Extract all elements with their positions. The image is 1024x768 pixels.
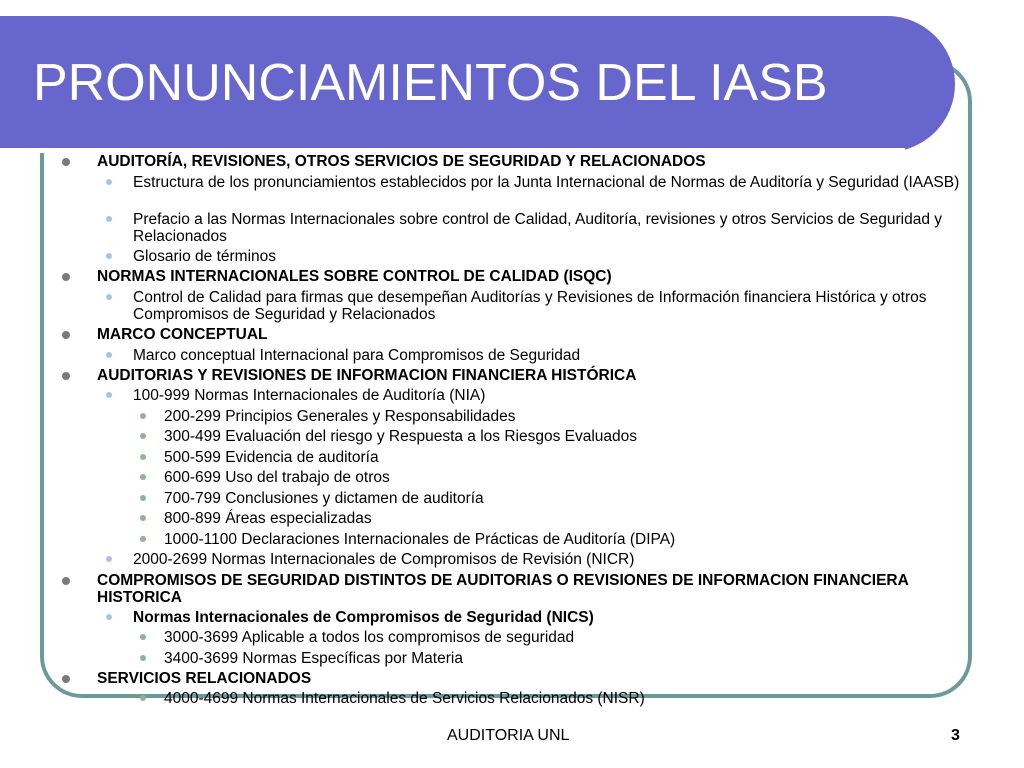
bullet-dot-icon [62, 372, 70, 380]
bullet-dot-icon [140, 454, 146, 460]
bullet-dot-icon [140, 474, 146, 480]
list-item-level-2: 2000-2699 Normas Internacionales de Compromisos de Revisión (NICR) [133, 551, 635, 568]
list-item-level-1: NORMAS INTERNACIONALES SOBRE CONTROL DE CALIDAD (ISQC) [97, 268, 612, 285]
slide-content [0, 152, 1024, 712]
bullet-dot-icon [140, 495, 146, 501]
bullet-dot-icon [62, 273, 70, 281]
list-item-level-1: AUDITORIAS Y REVISIONES DE INFORMACION FINANCIERA HISTÓRICA [97, 367, 637, 384]
bullet-dot-icon [106, 216, 112, 222]
list-item-level-2: Control de Calidad para firmas que desempeñan Auditorías y Revisiones de Información financiera Histórica y otros Compromisos de Seguridad y Relacionados [133, 289, 927, 323]
bullet-dot-icon [106, 294, 112, 300]
list-item-level-3: 3000-3699 Aplicable a todos los compromisos de seguridad [164, 629, 575, 646]
slide-title: PRONUNCIAMIENTOS DEL IASB [33, 54, 828, 112]
list-item-level-3: 700-799 Conclusiones y dictamen de auditoría [164, 490, 484, 507]
list-item-level-1: COMPROMISOS DE SEGURIDAD DISTINTOS DE AUDITORIAS O REVISIONES DE INFORMACION FINANCIERA HISTORICA [97, 572, 909, 606]
list-item-level-3: 1000-1100 Declaraciones Internacionales de Prácticas de Auditoría (DIPA) [164, 531, 676, 548]
list-item-level-3: 800-899 Áreas especializadas [164, 510, 372, 527]
bullet-dot-icon [106, 253, 112, 259]
bullet-dot-icon [140, 433, 146, 439]
list-item-level-3: 3400-3699 Normas Específicas por Materia [164, 650, 463, 667]
bullet-dot-icon [106, 556, 112, 562]
bullet-dot-icon [62, 675, 70, 683]
bullet-dot-icon [106, 352, 112, 358]
list-item-level-2: Normas Internacionales de Compromisos de Seguridad (NICS) [133, 609, 594, 626]
bullet-dot-icon [106, 179, 112, 185]
list-item-level-2: Marco conceptual Internacional para Compromisos de Seguridad [133, 347, 581, 364]
list-item-level-3: 200-299 Principios Generales y Responsabilidades [164, 408, 516, 425]
footer-label: AUDITORIA UNL [447, 727, 570, 744]
bullet-dot-icon [106, 614, 112, 620]
list-item-level-3: 500-599 Evidencia de auditoría [164, 449, 379, 466]
list-item-level-3: 4000-4699 Normas Internacionales de Servicios Relacionados (NISR) [164, 690, 645, 707]
bullet-dot-icon [140, 655, 146, 661]
list-item-level-1: AUDITORÍA, REVISIONES, OTROS SERVICIOS DE SEGURIDAD Y RELACIONADOS [97, 153, 706, 170]
page-number: 3 [951, 727, 960, 744]
bullet-dot-icon [140, 634, 146, 640]
list-item-level-2: Glosario de términos [133, 248, 277, 265]
bullet-dot-icon [62, 158, 70, 166]
bullet-dot-icon [106, 392, 112, 398]
list-item-level-1: SERVICIOS RELACIONADOS [97, 670, 312, 687]
bullet-dot-icon [62, 577, 70, 585]
list-item-level-2: Prefacio a las Normas Internacionales sobre control de Calidad, Auditoría, revisiones y otros Servicios de Seguridad y Relacionados [133, 211, 942, 245]
list-item-level-2: 100-999 Normas Internacionales de Auditoría (NIA) [133, 387, 486, 404]
list-item-level-3: 600-699 Uso del trabajo de otros [164, 469, 390, 486]
bullet-dot-icon [62, 331, 70, 339]
list-item-level-1: MARCO CONCEPTUAL [97, 326, 268, 343]
bullet-dot-icon [140, 695, 146, 701]
bullet-dot-icon [140, 413, 146, 419]
list-item-level-2: Estructura de los pronunciamientos establecidos por la Junta Internacional de Normas de Auditoría y Seguridad (IAASB) [133, 174, 960, 191]
list-item-level-3: 300-499 Evaluación del riesgo y Respuesta a los Riesgos Evaluados [164, 428, 638, 445]
title-bar [0, 16, 955, 152]
bullet-dot-icon [140, 536, 146, 542]
bullet-dot-icon [140, 515, 146, 521]
